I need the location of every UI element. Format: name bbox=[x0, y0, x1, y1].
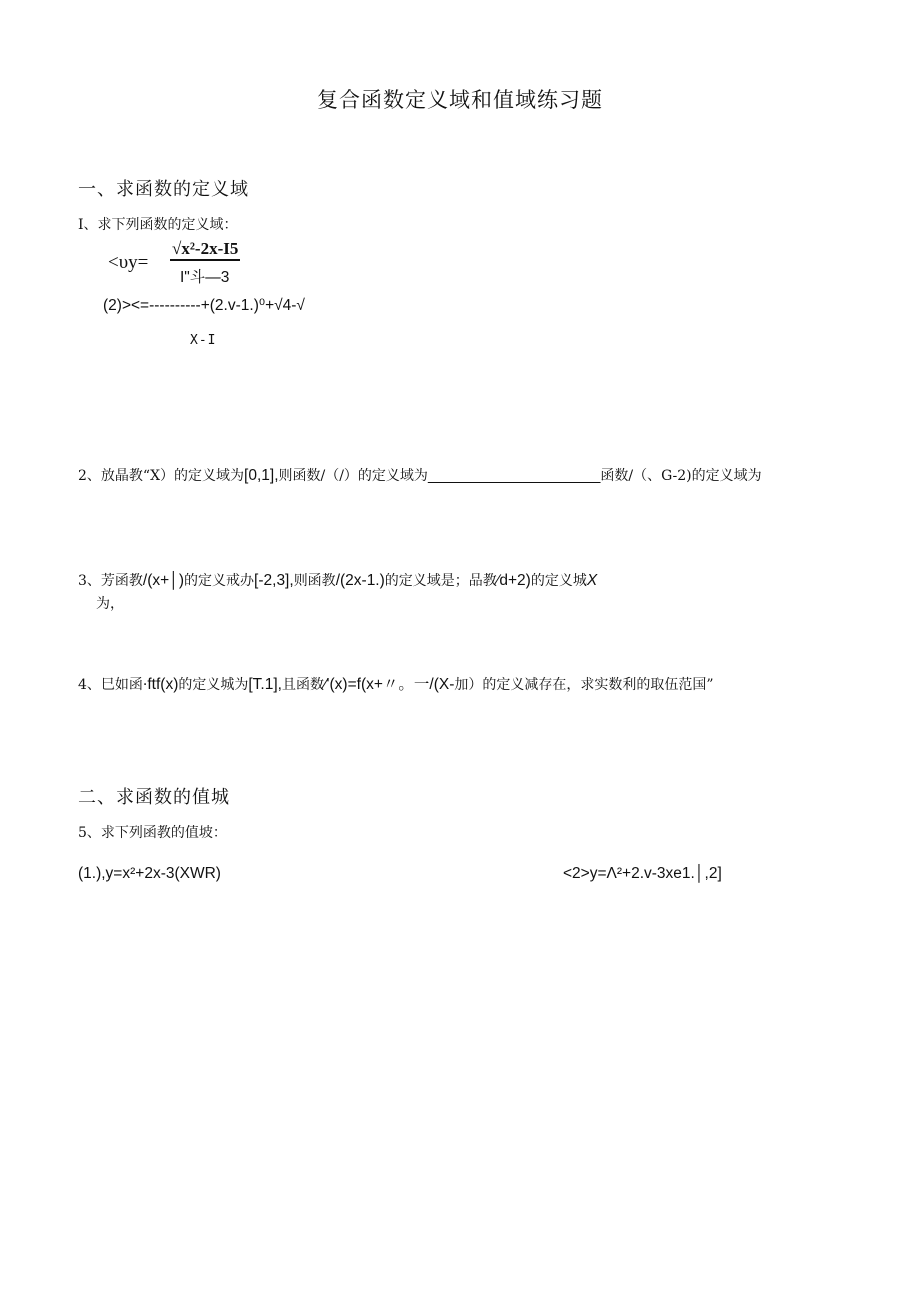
q5-part2: <2>y=Λ²+2.v-3xe1.│,2] bbox=[563, 865, 722, 882]
q1-part2-expression: (2)><=----------+(2.v-1.)⁰+√4-√ bbox=[103, 297, 305, 314]
q2-text-a: 2、放晶教“X）的定义域为 bbox=[78, 468, 245, 484]
q4-func: ftf(x) bbox=[147, 676, 179, 693]
q4-text-c: 的定义城为 bbox=[178, 677, 249, 693]
page-title: 复合函数定义域和值域练习题 bbox=[317, 88, 603, 112]
q3-func-2: /(2x-1.) bbox=[335, 572, 385, 589]
q4-expression: ∕'(x)=f(x+〃。一/(X- bbox=[323, 676, 455, 693]
q3-func-1: /(x+│) bbox=[142, 572, 185, 589]
question-3 bbox=[78, 570, 597, 590]
q3-text-a: 3、芳函教 bbox=[78, 573, 143, 589]
q2-text-c: 则函数/（/）的定义域为 bbox=[278, 468, 428, 484]
q3-func-3: ∕d+2) bbox=[496, 572, 531, 589]
question-1-prompt: I、求下列函数的定义域： bbox=[78, 217, 238, 233]
q4-text-e: 且函数 bbox=[281, 677, 324, 693]
q2-answer-blank: ____________________ bbox=[427, 467, 601, 484]
q4-interval: [T.1], bbox=[248, 676, 282, 693]
q1-part1-numerator-text: √x²-2x-I5 bbox=[170, 239, 240, 261]
q1-part1-numerator bbox=[170, 239, 240, 259]
question-5-prompt: 5、求下列函教的值坡： bbox=[78, 825, 227, 841]
q3-text-g: 的定义域是；品教 bbox=[384, 573, 497, 589]
q3-text-e: 则函教 bbox=[293, 573, 336, 589]
q1-part1-prefix: <υy= bbox=[108, 252, 149, 273]
q1-part2-denominator: X-I bbox=[190, 333, 217, 348]
q3-interval: [-2,3], bbox=[254, 572, 294, 589]
question-4 bbox=[78, 672, 714, 694]
q4-text-g: 加）的定义减存在，求实数利的取伍范国” bbox=[454, 677, 714, 693]
q3-text-i: 的定义城 bbox=[530, 573, 587, 589]
question-2 bbox=[78, 465, 762, 485]
q1-part1-denominator: I"斗—3 bbox=[180, 269, 230, 286]
q3-line-2: 为， bbox=[96, 596, 124, 612]
q2-text-d: 函数/（、G-2)的定义域为 bbox=[600, 468, 762, 484]
q3-text-j: X bbox=[586, 572, 598, 589]
section-2-heading: 二、求函数的值城 bbox=[78, 787, 230, 808]
q3-text-c: 的定义戒办 bbox=[184, 573, 255, 589]
q5-part1: (1.),y=x²+2x-3(XWR) bbox=[78, 865, 221, 882]
q2-interval: [0,1], bbox=[244, 467, 279, 484]
q4-text-a: 4、巳如函· bbox=[78, 677, 148, 693]
section-1-heading: 一、求函数的定义域 bbox=[78, 179, 249, 200]
